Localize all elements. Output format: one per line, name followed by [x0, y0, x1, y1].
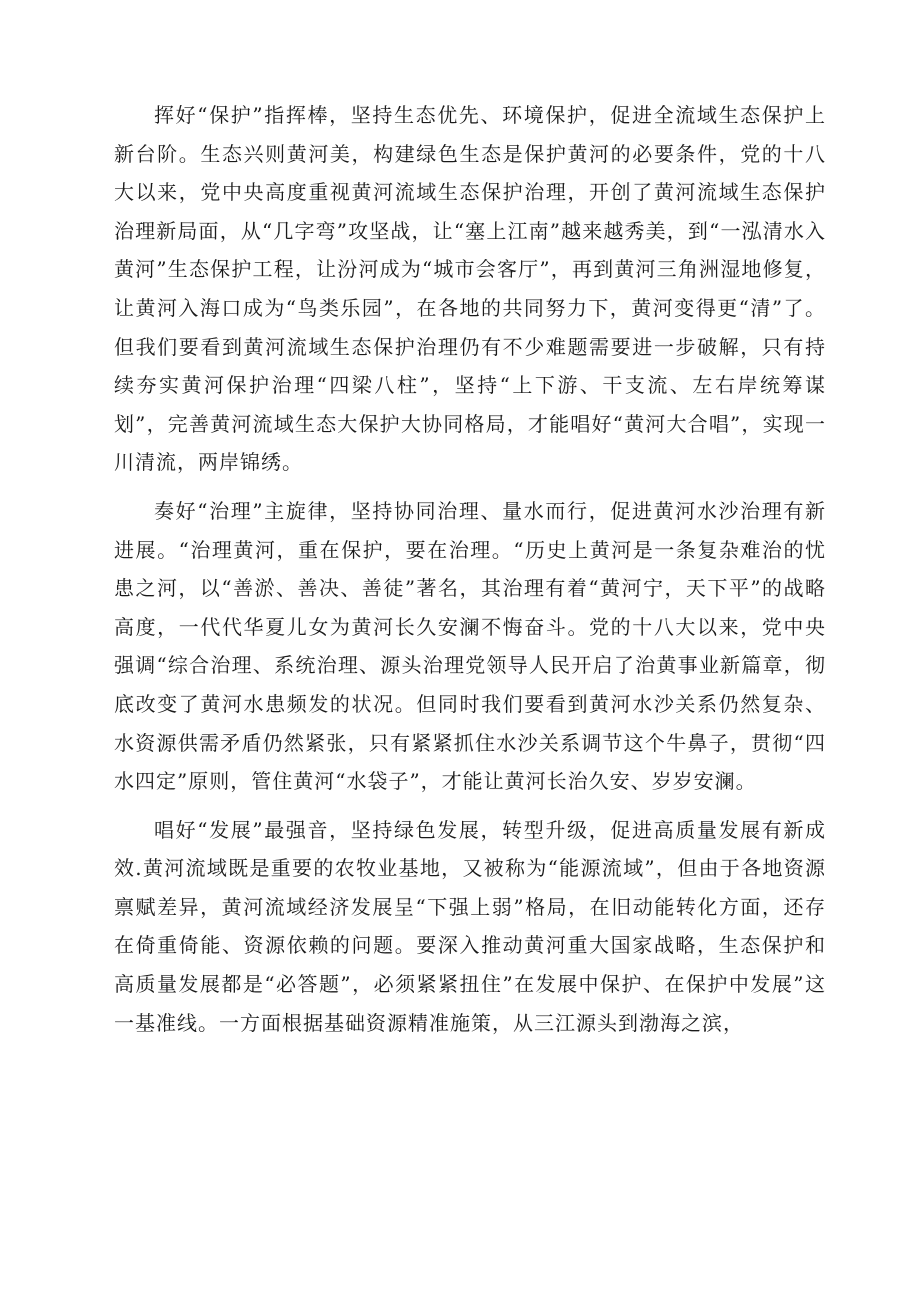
- paragraph-governance: 奏好“治理”主旋律，坚持协同治理、量水而行，促进黄河水沙治理有新进展。“治理黄河，重在保护，要在治理。“历史上黄河是一条复杂难治的忧患之河，以“善淤、善决、善徒”著名，其治理有着“黄河宁，天下平”的战略高度，一代代华夏儿女为黄河长久安澜不悔奋斗。党的十八大以来，党中央强调“综合治理、系统治理、源头治理党领导人民开启了治黄事业新篇章，彻底改变了黄河水患频发的状况。但同时我们要看到黄河水沙关系仍然复杂、水资源供需矛盾仍然紧张，只有紧紧抓住水沙关系调节这个牛鼻子，贯彻“四水四定”原则，管住黄河“水袋子”，才能让黄河长治久安、岁岁安澜。: [114, 498, 826, 794]
- paragraph-protection: 挥好“保护”指挥棒，坚持生态优先、环境保护，促进全流域生态保护上新台阶。生态兴则黄河美，构建绿色生态是保护黄河的必要条件，党的十八大以来，党中央高度重视黄河流域生态保护治理，开创了黄河流域生态保护治理新局面，从“几字弯”攻坚战，让“塞上江南”越来越秀美，到“一泓清水入黄河”生态保护工程，让汾河成为“城市会客厅”，再到黄河三角洲湿地修复，让黄河入海口成为“鸟类乐园”，在各地的共同努力下，黄河变得更“清”了。但我们要看到黄河流域生态保护治理仍有不少难题需要进一步破解，只有持续夯实黄河保护治理“四梁八柱”，坚持“上下游、干支流、左右岸统筹谋划”，完善黄河流域生态大保护大协同格局，才能唱好“黄河大合唱”，实现一川清流，两岸锦绣。: [114, 103, 826, 475]
- document-body: [114, 96, 826, 1052]
- paragraph-development: 唱好“发展”最强音，坚持绿色发展，转型升级，促进高质量发展有新成效.黄河流域既是重要的农牧业基地，又被称为“能源流域”，但由于各地资源禀赋差异，黄河流域经济发展呈“下强上弱”格局，在旧动能转化方面，还存在倚重倚能、资源依赖的问题。要深入推动黄河重大国家战略，生态保护和高质量发展都是“必答题”，必须紧紧扭住”在发展中保护、在保护中发展”这一基准线。一方面根据基础资源精准施策，从三江源头到渤海之滨，: [114, 817, 826, 1035]
